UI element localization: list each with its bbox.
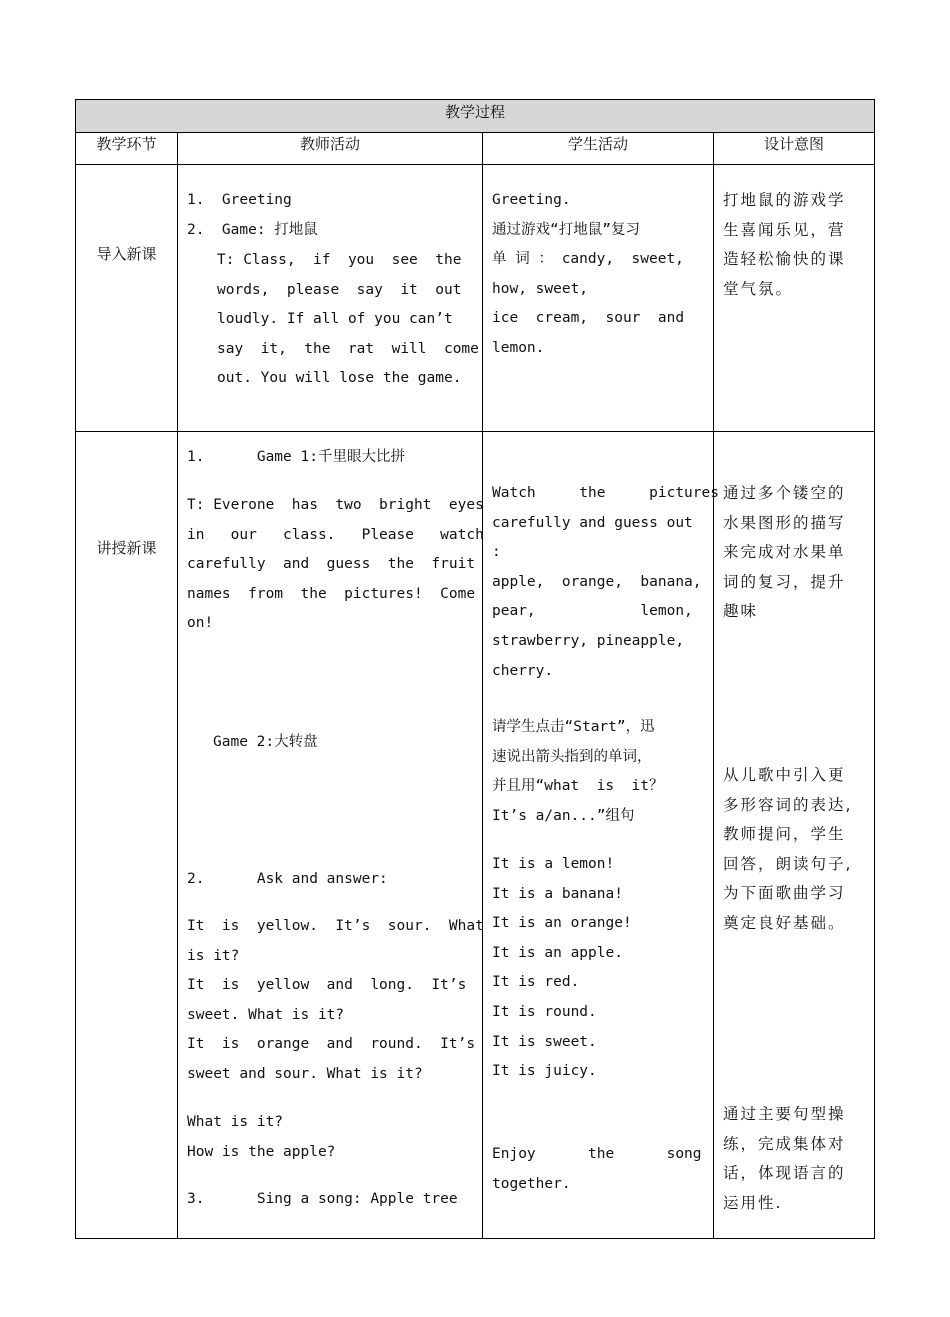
teacher-game: 2. Game: 打地鼠 [187, 222, 318, 238]
teacher-game1-paragraph [187, 491, 484, 639]
student-intro [492, 186, 684, 364]
teacher-questions [187, 1108, 335, 1167]
text-line: What is it? [187, 1114, 284, 1130]
text-line: 趣味 [723, 602, 759, 621]
text-line: on! [187, 615, 214, 632]
text-line: how, sweet, [492, 280, 589, 297]
intent-dialogue [723, 1100, 846, 1218]
text-line: It is sweet. [492, 1033, 597, 1050]
text-line: is it? [187, 947, 240, 964]
table-title: 教学过程 [444, 103, 505, 121]
teacher-ask-paragraph [187, 912, 484, 1090]
text-line: How is the apple? [187, 1143, 336, 1160]
text-line: loudly. If all of you can’t [217, 311, 453, 328]
text-line: 单 词 ： candy, sweet, [492, 251, 684, 268]
text-line: strawberry, pineapple, [492, 632, 685, 649]
text-line: cherry. [492, 662, 554, 679]
text-line: 打地鼠的游戏学 [723, 191, 846, 209]
text-line: ice cream, sour and [492, 310, 685, 327]
text-line: Enjoy the song [492, 1146, 702, 1162]
text-line: lemon. [492, 339, 545, 356]
text-line: together. [492, 1175, 571, 1192]
text-line: carefully and guess out [492, 514, 693, 531]
text-line: out. You will lose the game. [217, 370, 462, 387]
text-line: sweet. What is it? [187, 1006, 345, 1023]
divider [177, 132, 178, 1239]
text-line: It is round. [492, 1003, 597, 1020]
text-line: 从儿歌中引入更 [723, 766, 846, 784]
text-line: It’s a/an...”组句 [492, 807, 635, 824]
text-line: 教师提问，学生 [723, 825, 846, 844]
text-line: 为下面歌曲学习 [723, 884, 846, 903]
student-answers [492, 850, 632, 1087]
text-line: 生喜闻乐见，营 [723, 220, 846, 239]
text-line: 通过主要句型操 [723, 1105, 846, 1123]
text-line: Greeting. [492, 192, 571, 208]
student-spin [492, 713, 664, 831]
intent-song [723, 761, 852, 939]
text-line: in our class. Please watch [187, 526, 484, 543]
text-line: 通过多个镂空的 [723, 484, 846, 502]
text-line: 堂气氛。 [723, 279, 794, 298]
text-line: names from the pictures! Come [187, 585, 476, 602]
text-line: 通过游戏“打地鼠”复习 [492, 221, 640, 238]
header-intent: 设计意图 [763, 135, 824, 153]
teacher-ask: 2. Ask and answer: [187, 871, 388, 887]
text-line: It is orange and round. It’s [187, 1036, 476, 1053]
text-line: T: Class, if you see the [217, 252, 462, 268]
text-line: It is yellow and long. It’s [187, 977, 467, 994]
text-line: It is juicy. [492, 1063, 597, 1080]
text-line: 多形容词的表达, [723, 795, 853, 814]
text-line: It is an orange! [492, 915, 632, 932]
header-student: 学生活动 [567, 135, 628, 153]
student-enjoy [492, 1140, 702, 1199]
header-stage: 教学环节 [96, 135, 157, 153]
header-teacher: 教师活动 [299, 135, 360, 153]
text-line: carefully and guess the fruit [187, 556, 476, 573]
intent-intro [723, 186, 846, 304]
text-line: It is red. [492, 974, 580, 991]
student-watch [492, 479, 719, 686]
text-line: 来完成对水果单 [723, 543, 846, 562]
text-line: 请学生点击“Start”，迅 [492, 719, 655, 735]
teacher-intro-paragraph [217, 246, 479, 394]
text-line: say it, the rat will come [217, 340, 479, 357]
text-line: 并且用“what is it？ [492, 778, 664, 795]
text-line: 练，完成集体对 [723, 1134, 846, 1153]
text-line: : [492, 544, 501, 561]
divider [75, 431, 875, 432]
text-line: 话，体现语言的 [723, 1164, 846, 1183]
text-line: 回答，朗读句子, [723, 854, 853, 873]
text-line: It is yellow. It’s sour. What [187, 918, 484, 934]
teacher-game1: 1. Game 1:千里眼大比拼 [187, 449, 405, 465]
teacher-game2: Game 2:大转盘 [213, 734, 318, 750]
text-line: 运用性. [723, 1193, 783, 1212]
text-line: It is an apple. [492, 944, 623, 961]
text-line: 奠定良好基础。 [723, 913, 846, 932]
text-line: It is a banana! [492, 885, 623, 902]
text-line: 水果图形的描写 [723, 513, 846, 532]
text-line: Watch the pictures [492, 485, 719, 501]
teacher-song: 3. Sing a song: Apple tree [187, 1191, 458, 1207]
stage-intro: 导入新课 [96, 245, 157, 263]
stage-teaching: 讲授新课 [96, 539, 157, 557]
text-line: It is a lemon! [492, 856, 615, 872]
text-line: apple, orange, banana, [492, 573, 702, 590]
text-line: sweet and sour. What is it? [187, 1065, 423, 1082]
text-line: words, please say it out [217, 281, 462, 298]
text-line: 速说出箭头指到的单词， [492, 748, 652, 765]
text-line: 造轻松愉快的课 [723, 250, 846, 269]
divider [75, 164, 875, 165]
teacher-greeting: 1. Greeting [187, 192, 292, 208]
intent-fruit [723, 479, 846, 627]
text-line: T: Everone has two bright eyes [187, 497, 484, 513]
text-line: pear, lemon, [492, 603, 693, 620]
text-line: 词的复习，提升 [723, 572, 846, 591]
